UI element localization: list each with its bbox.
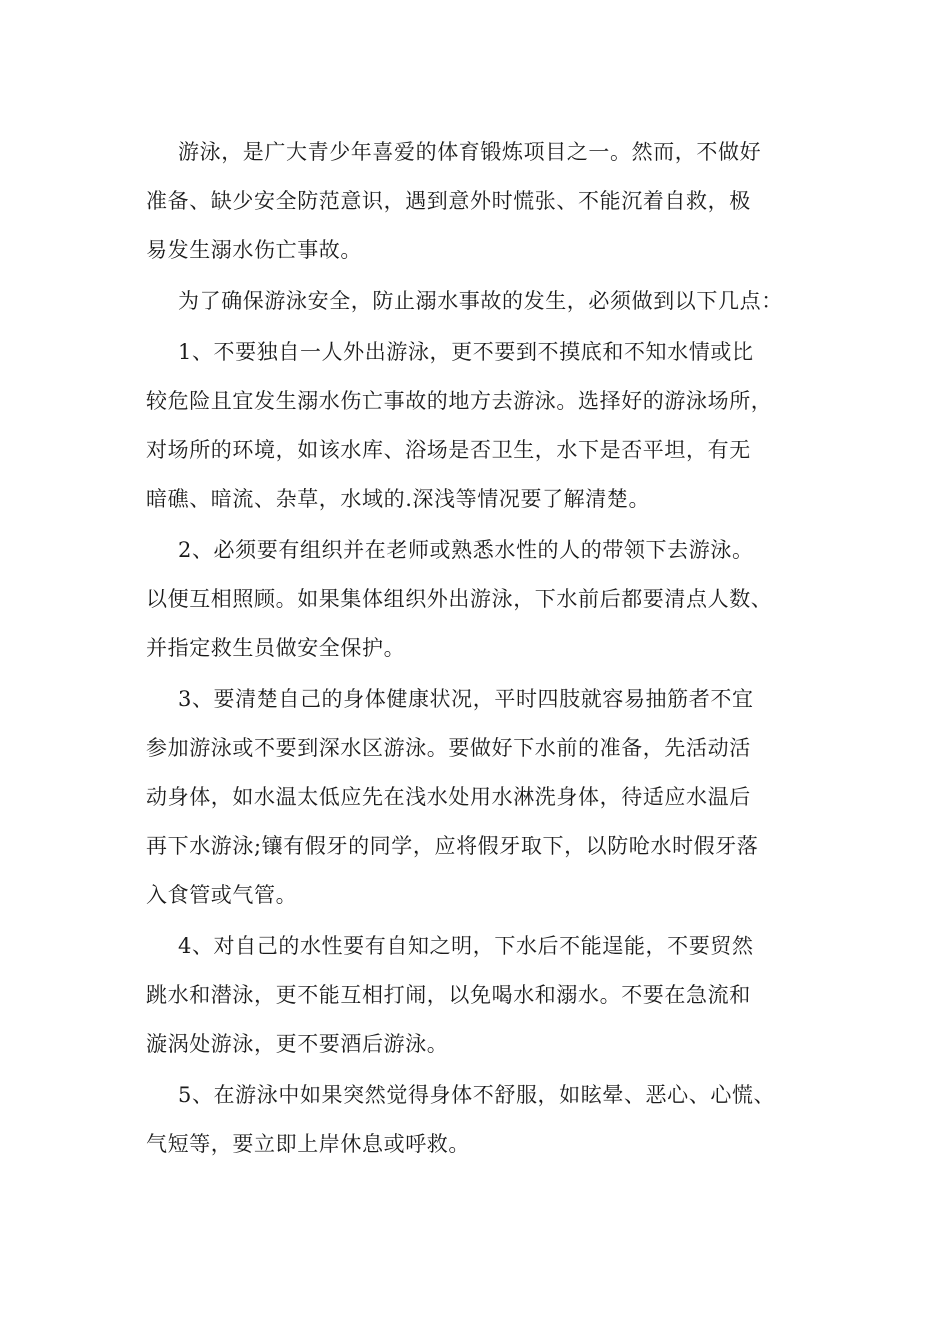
text-line: 并指定救生员做安全保护。 <box>146 636 406 660</box>
text-line: 对场所的环境，如该水库、浴场是否卫生，水下是否平坦，有无 <box>146 438 751 462</box>
text-line: 5、在游泳中如果突然觉得身体不舒服，如眩晕、恶心、心慌、 <box>178 1083 776 1107</box>
text-line: 参加游泳或不要到深水区游泳。要做好下水前的准备，先活动活 <box>146 736 751 760</box>
text-line: 准备、缺少安全防范意识，遇到意外时慌张、不能沉着自救，极 <box>146 189 751 213</box>
text-line: 1、不要独自一人外出游泳，更不要到不摸底和不知水情或比 <box>178 340 754 364</box>
text-line: 4、对自己的水性要有自知之明，下水后不能逞能，不要贸然 <box>178 934 754 958</box>
text-line: 易发生溺水伤亡事故。 <box>146 238 362 262</box>
text-line: 暗礁、暗流、杂草，水域的.深浅等情况要了解清楚。 <box>146 487 651 511</box>
text-line: 气短等，要立即上岸休息或呼救。 <box>146 1132 470 1156</box>
text-line: 2、必须要有组织并在老师或熟悉水性的人的带领下去游泳。 <box>178 538 754 562</box>
text-line: 跳水和潜泳，更不能互相打闹，以免喝水和溺水。不要在急流和 <box>146 983 751 1007</box>
text-line: 以便互相照顾。如果集体组织外出游泳，下水前后都要清点人数、 <box>146 587 773 611</box>
text-line: 漩涡处游泳，更不要酒后游泳。 <box>146 1032 449 1056</box>
text-line: 为了确保游泳安全，防止溺水事故的发生，必须做到以下几点： <box>178 289 783 313</box>
text-line: 3、要清楚自己的身体健康状况，平时四肢就容易抽筋者不宜 <box>178 687 754 711</box>
text-line: 较危险且宜发生溺水伤亡事故的地方去游泳。选择好的游泳场所， <box>146 389 773 413</box>
text-line: 再下水游泳;镶有假牙的同学，应将假牙取下，以防呛水时假牙落 <box>146 834 759 858</box>
text-line: 入食管或气管。 <box>146 883 298 907</box>
text-line: 游泳，是广大青少年喜爱的体育锻炼项目之一。然而，不做好 <box>178 140 762 164</box>
text-line: 动身体，如水温太低应先在浅水处用水淋洗身体，待适应水温后 <box>146 785 751 809</box>
